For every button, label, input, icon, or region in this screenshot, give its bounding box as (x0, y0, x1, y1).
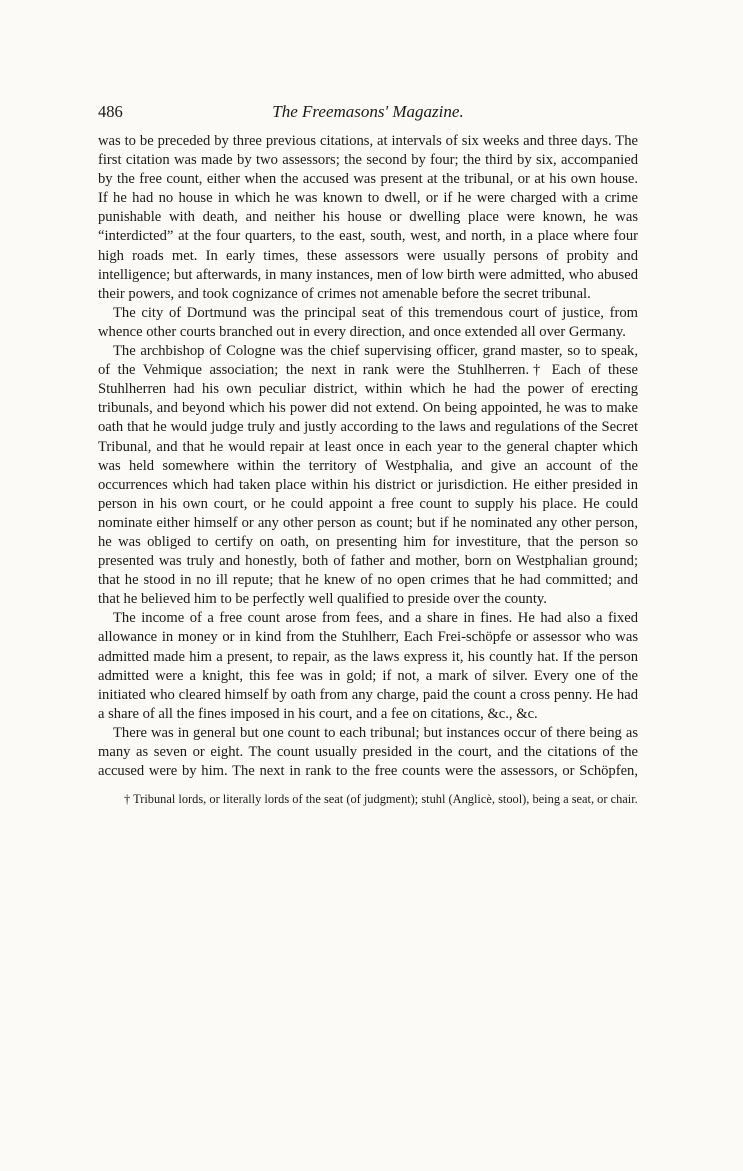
paragraph-citations: was to be preceded by three previous citations, at intervals of six weeks and three days. The first citation was made by two assessors; the second by four; the third by six, accompanied by the free count, either when the accused was present at the tribunal, or at his own house. If he had no house in which he was known to dwell, or if he were charged with a crime punishable with death, and neither his house or dwelling place were known, he was “interdicted” at the four quarters, to the east, south, west, and north, in a place where four high roads met. In early times, these assessors were usually persons of probity and intelligence; but afterwards, in many instances, men of low birth were admitted, who abused their powers, and took cognizance of crimes not amenable before the secret tribunal. (98, 133, 638, 302)
article-body (98, 132, 638, 781)
paragraph-archbishop: The archbishop of Cologne was the chief supervising officer, grand master, so to speak, of the Vehmique association; the next in rank were the Stuhlherren.† Each of these Stuhlherren had his own peculiar district, within which he had the power of erecting tribunals, and beyond which his power did not extend. On being appointed, he was to make oath that he would judge truly and justly according to the laws and regulations of the Secret Tribunal, and that he would repair at least once in each year to the general chapter which was held somewhere within the territory of Westphalia, and give an account of the occurrences which had taken place within his district or jurisdiction. He either presided in person in his own court, or he could appoint a free count to supply his place. He could nominate either himself or any other person as count; but if he nominated any other person, he was obliged to certify on oath, on presenting him for investiture, that the person so presented was truly and honestly, both of father and mother, born on Westphalian ground; that he stood in no ill repute; that he knew of no open crimes that he had committed; and that he believed him to be perfectly well qualified to preside over the county. (98, 343, 638, 608)
footnote: † Tribunal lords, or literally lords of the seat (of judgment); stuhl (Anglicè, stool), being a seat, or chair. (124, 792, 638, 807)
paragraph-dortmund: The city of Dortmund was the principal seat of this tremendous court of justice, from whence other courts branched out in every direction, and once extended all over Germany. (98, 304, 638, 340)
paragraph-income: The income of a free count arose from fees, and a share in fines. He had also a fixed allowance in money or in kind from the Stuhlherr, Each Frei-schöpfe or assessor who was admitted made him a present, to repair, as the laws express it, his countly hat. If the person admitted were a knight, this fee was in gold; if not, a mark of silver. Every one of the initiated who cleared himself by oath from any charge, paid the count a cross penny. He had a share of all the fines imposed in his court, and a fee on citations, &c., &c. (98, 610, 638, 722)
paragraph-counts: There was in general but one count to each tribunal; but instances occur of there being as many as seven or eight. The count usually presided in the court, and the citations of the accused were by him. The next in rank to the free counts were the assessors, or Schöpfen, (98, 724, 638, 780)
page-number: 486 (98, 102, 123, 121)
page (98, 100, 638, 807)
page-header (98, 100, 638, 124)
running-title: The Freemasons' Magazine. (272, 102, 464, 121)
